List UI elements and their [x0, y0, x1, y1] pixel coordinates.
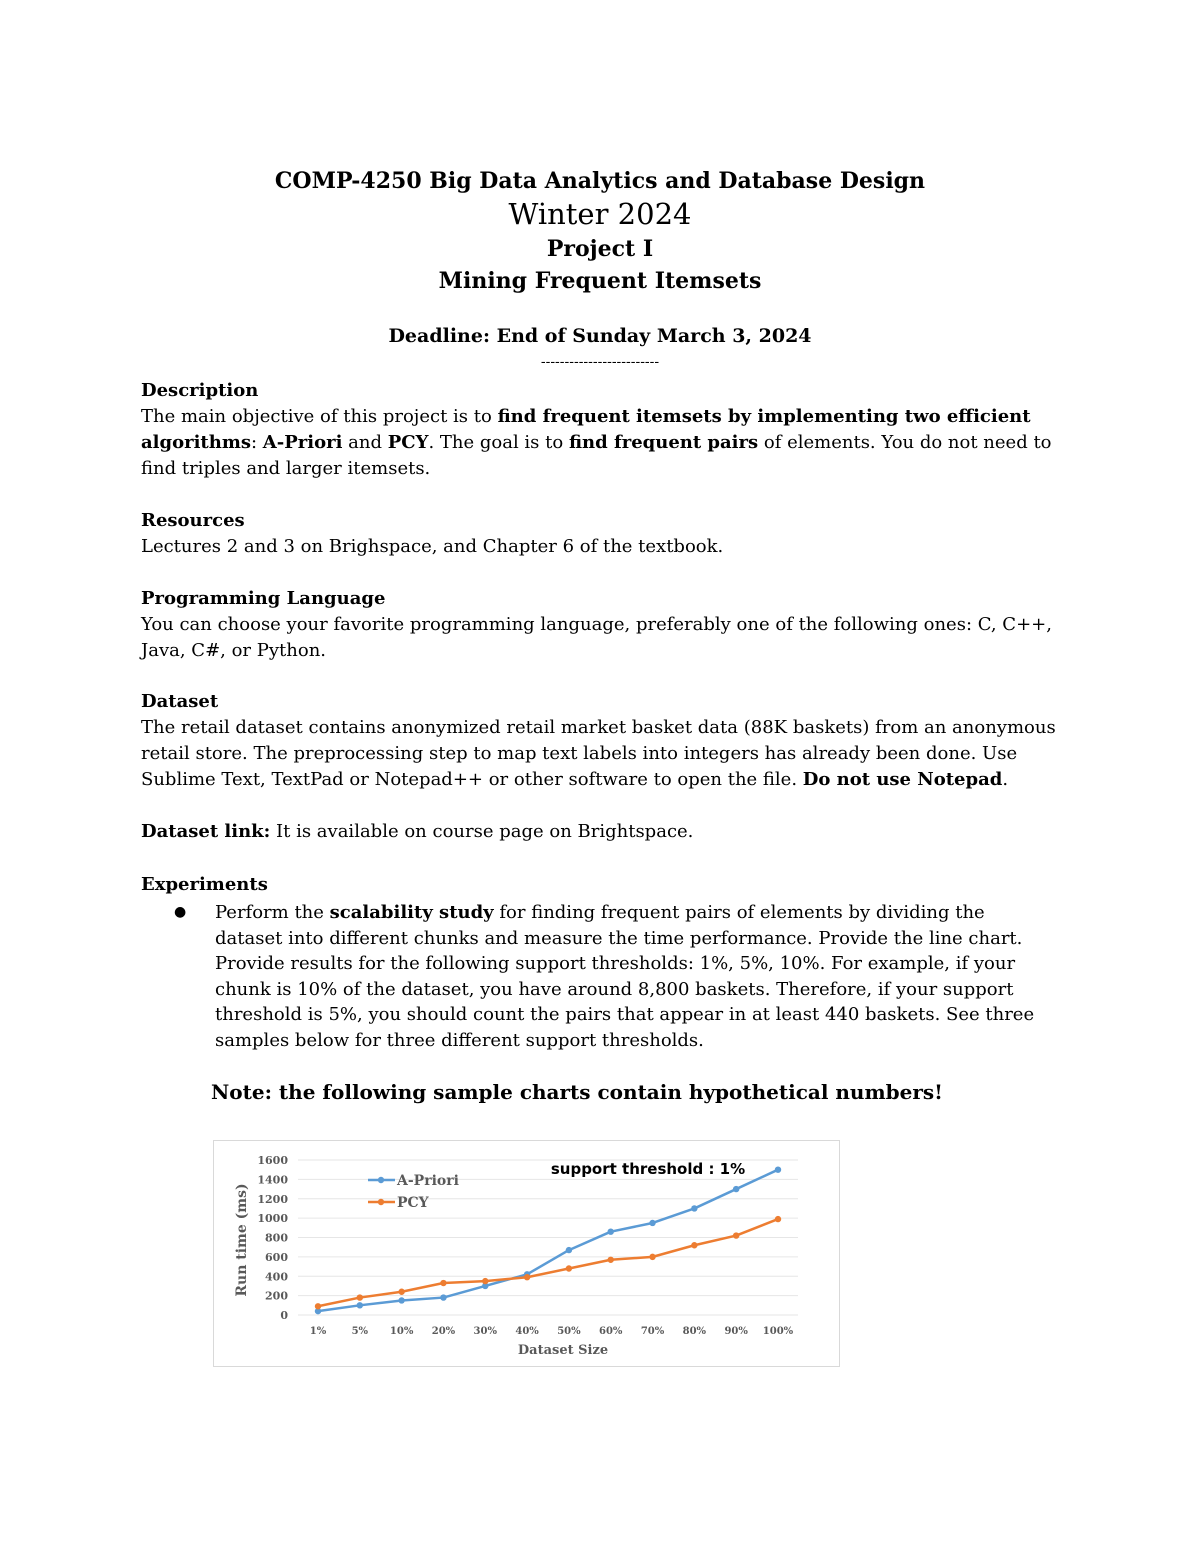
line-chart	[213, 1140, 843, 1370]
resources-heading: Resources	[141, 510, 245, 531]
x-tick-label: 60%	[599, 1326, 623, 1337]
x-tick-label: 70%	[640, 1326, 665, 1337]
data-point	[440, 1280, 446, 1286]
divider-rule: -------------------------	[540, 354, 660, 370]
data-point	[315, 1303, 321, 1309]
x-axis-label: Dataset Size	[517, 1343, 609, 1358]
x-tick-label: 90%	[724, 1326, 748, 1337]
y-tick-label: 1600	[257, 1154, 288, 1167]
data-point	[566, 1247, 572, 1253]
legend-label: A-Priori	[397, 1173, 459, 1189]
deadline: Deadline: End of Sunday March 3, 2024	[388, 325, 812, 347]
data-point	[775, 1166, 781, 1172]
legend-marker	[378, 1177, 384, 1183]
x-tick-label: 20%	[431, 1326, 456, 1337]
y-tick-label: 1200	[257, 1192, 288, 1206]
data-point	[566, 1265, 572, 1271]
language-text: You can choose your favorite programming language, preferably one of the following ones: C, C++, Java, C#, or Python.	[141, 614, 1052, 661]
chart-title: support threshold : 1%	[550, 1160, 746, 1178]
data-point	[691, 1205, 697, 1211]
term-title: Winter 2024	[508, 197, 692, 231]
dataset-link-text: It is available on course page on Brightspace.	[270, 821, 694, 842]
dataset-text: The retail dataset contains anonymized retail market basket data (88K baskets) from an anonymous retail store. The preprocessing step to map text labels into integers has already been done. Use Sublime Text, TextPad or Notepad++ or other software to open the file. Do not use Notepad.	[141, 717, 1056, 790]
course-title: COMP-4250 Big Data Analytics and Database Design	[274, 168, 926, 194]
data-point	[357, 1302, 363, 1308]
language-heading: Programming Language	[141, 588, 386, 609]
sample-note: Note: the following sample charts contain hypothetical numbers!	[211, 1080, 943, 1104]
x-tick-label: 30%	[473, 1326, 497, 1337]
data-point	[398, 1297, 404, 1303]
project-title: Mining Frequent Itemsets	[438, 268, 762, 294]
data-point	[398, 1289, 404, 1295]
x-tick-label: 50%	[557, 1326, 581, 1337]
dataset-link-label: Dataset link:	[141, 821, 271, 842]
x-tick-label: 10%	[389, 1326, 414, 1337]
y-tick-label: 600	[265, 1250, 288, 1264]
data-point	[482, 1278, 488, 1284]
y-tick-label: 0	[280, 1309, 288, 1322]
legend-label: PCY	[397, 1195, 429, 1211]
data-point	[649, 1254, 655, 1260]
y-tick-label: 400	[265, 1270, 288, 1284]
data-point	[775, 1216, 781, 1222]
description-text: The main objective of this project is to find frequent itemsets by implementing two efficient algorithms: A-Priori and PCY. The goal is to find frequent pairs of elements. You do not need to find triples and larger itemsets.	[141, 406, 1052, 479]
data-point	[733, 1232, 739, 1238]
x-tick-label: 100%	[762, 1326, 794, 1337]
x-tick-label: 40%	[515, 1326, 539, 1337]
y-tick-label: 200	[265, 1289, 288, 1303]
dataset-heading: Dataset	[141, 691, 219, 712]
dataset-section	[141, 689, 1061, 793]
legend-marker	[378, 1199, 384, 1205]
chart-container	[213, 1140, 843, 1370]
data-point	[524, 1274, 530, 1280]
experiments-list	[170, 900, 1050, 1053]
y-tick-label: 1000	[257, 1212, 288, 1226]
x-tick-label: 5%	[351, 1326, 369, 1337]
data-point	[733, 1186, 739, 1192]
data-point	[357, 1294, 363, 1300]
project-number: Project I	[546, 236, 654, 262]
resources-section	[141, 508, 1061, 560]
resources-text: Lectures 2 and 3 on Brighspace, and Chapter 6 of the textbook.	[141, 536, 724, 557]
y-tick-label: 1400	[257, 1173, 288, 1187]
data-point	[691, 1242, 697, 1248]
experiments-heading: Experiments	[141, 874, 268, 895]
data-point	[608, 1257, 614, 1263]
description-heading: Description	[141, 380, 259, 401]
bullet-icon: ●	[174, 904, 187, 920]
y-axis-label: Run time (ms)	[234, 1183, 250, 1297]
x-tick-label: 1%	[309, 1326, 327, 1337]
data-point	[608, 1228, 614, 1234]
list-item	[170, 900, 1050, 1053]
description-section	[141, 378, 1061, 482]
dataset-link-section	[141, 819, 1061, 845]
experiments-section	[141, 872, 1061, 898]
data-point	[649, 1220, 655, 1226]
y-tick-label: 800	[265, 1231, 288, 1245]
data-point	[440, 1294, 446, 1300]
experiment-text: Perform the scalability study for finding frequent pairs of elements by dividing the dataset into different chunks and measure the time performance. Provide the line chart. Provide results for the following support thresholds: 1%, 5%, 10%. For example, if your chunk is 10% of the dataset, you have around 8,800 baskets. Therefore, if your support threshold is 5%, you should count the pairs that appear in at least 440 baskets. See three samples below for three different support thresholds.	[215, 902, 1035, 1051]
language-section	[141, 586, 1061, 664]
x-tick-label: 80%	[682, 1326, 707, 1337]
